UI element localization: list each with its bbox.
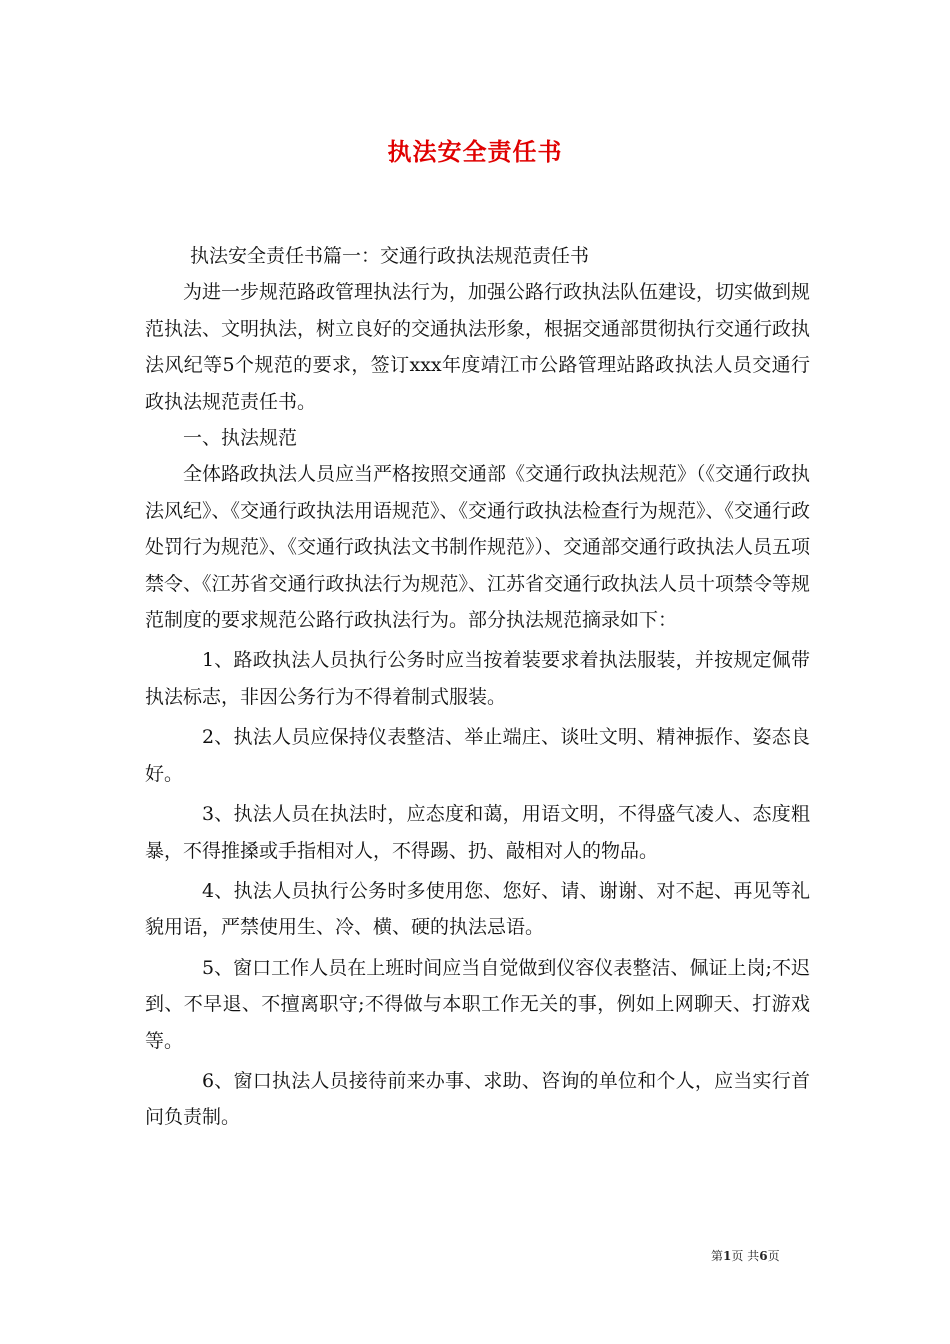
list-item: 6、窗口执法人员接待前来办事、求助、咨询的单位和个人，应当实行首问负责制。: [145, 1069, 810, 1129]
list-item: 5、窗口工作人员在上班时间应当自觉做到仪容仪表整洁、佩证上岗;不迟到、不早退、不擅离职守;不得做与本职工作无关的事，例如上网聊天、打游戏等。: [145, 956, 810, 1052]
page-number-suffix: 页: [767, 1249, 780, 1263]
list-item: 3、执法人员在执法时，应态度和蔼，用语文明，不得盛气凌人、态度粗暴，不得推搡或手指相对人，不得踢、扔、敲相对人的物品。: [145, 803, 810, 862]
current-page: 1: [723, 1249, 732, 1263]
page-number: [711, 1247, 780, 1264]
page-number-middle: 页 共: [731, 1249, 760, 1263]
section-heading: 执法安全责任书篇一：交通行政执法规范责任书: [190, 245, 590, 267]
intro-paragraph: 为进一步规范路政管理执法行为，加强公路行政执法队伍建设，切实做到规范执法、文明执法，树立良好的交通执法形象，根据交通部贯彻执行交通行政执法风纪等5个规范的要求，签订xxx年度靖江市公路管理站路政执法人员交通行政执法规范责任书。: [145, 281, 811, 413]
list-item: 1、路政执法人员执行公务时应当按着装要求着执法服装，并按规定佩带执法标志，非因公务行为不得着制式服装。: [145, 649, 810, 708]
page-number-prefix: 第: [711, 1249, 724, 1263]
document-title: 执法安全责任书: [387, 137, 563, 166]
list-item: 4、执法人员执行公务时多使用您、您好、请、谢谢、对不起、再见等礼貌用语，严禁使用生、冷、横、硬的执法忌语。: [145, 879, 810, 939]
document-body: [145, 238, 810, 1136]
list-item: 2、执法人员应保持仪表整洁、举止端庄、谈吐文明、精神振作、姿态良好。: [145, 726, 810, 785]
norms-paragraph: 全体路政执法人员应当严格按照交通部《交通行政执法规范》（《交通行政执法风纪》、《交通行政执法用语规范》、《交通行政执法检查行为规范》、《交通行政处罚行为规范》、《交通行政执法文书制作规范》）、交通部交通行政执法人员五项禁令、《江苏省交通行政执法行为规范》、江苏省交通行政执法人员十项禁令等规范制度的要求规范公路行政执法行为。部分执法规范摘录如下：: [145, 463, 811, 632]
section-subheading: 一、执法规范: [183, 427, 298, 450]
total-pages: 6: [759, 1249, 768, 1263]
